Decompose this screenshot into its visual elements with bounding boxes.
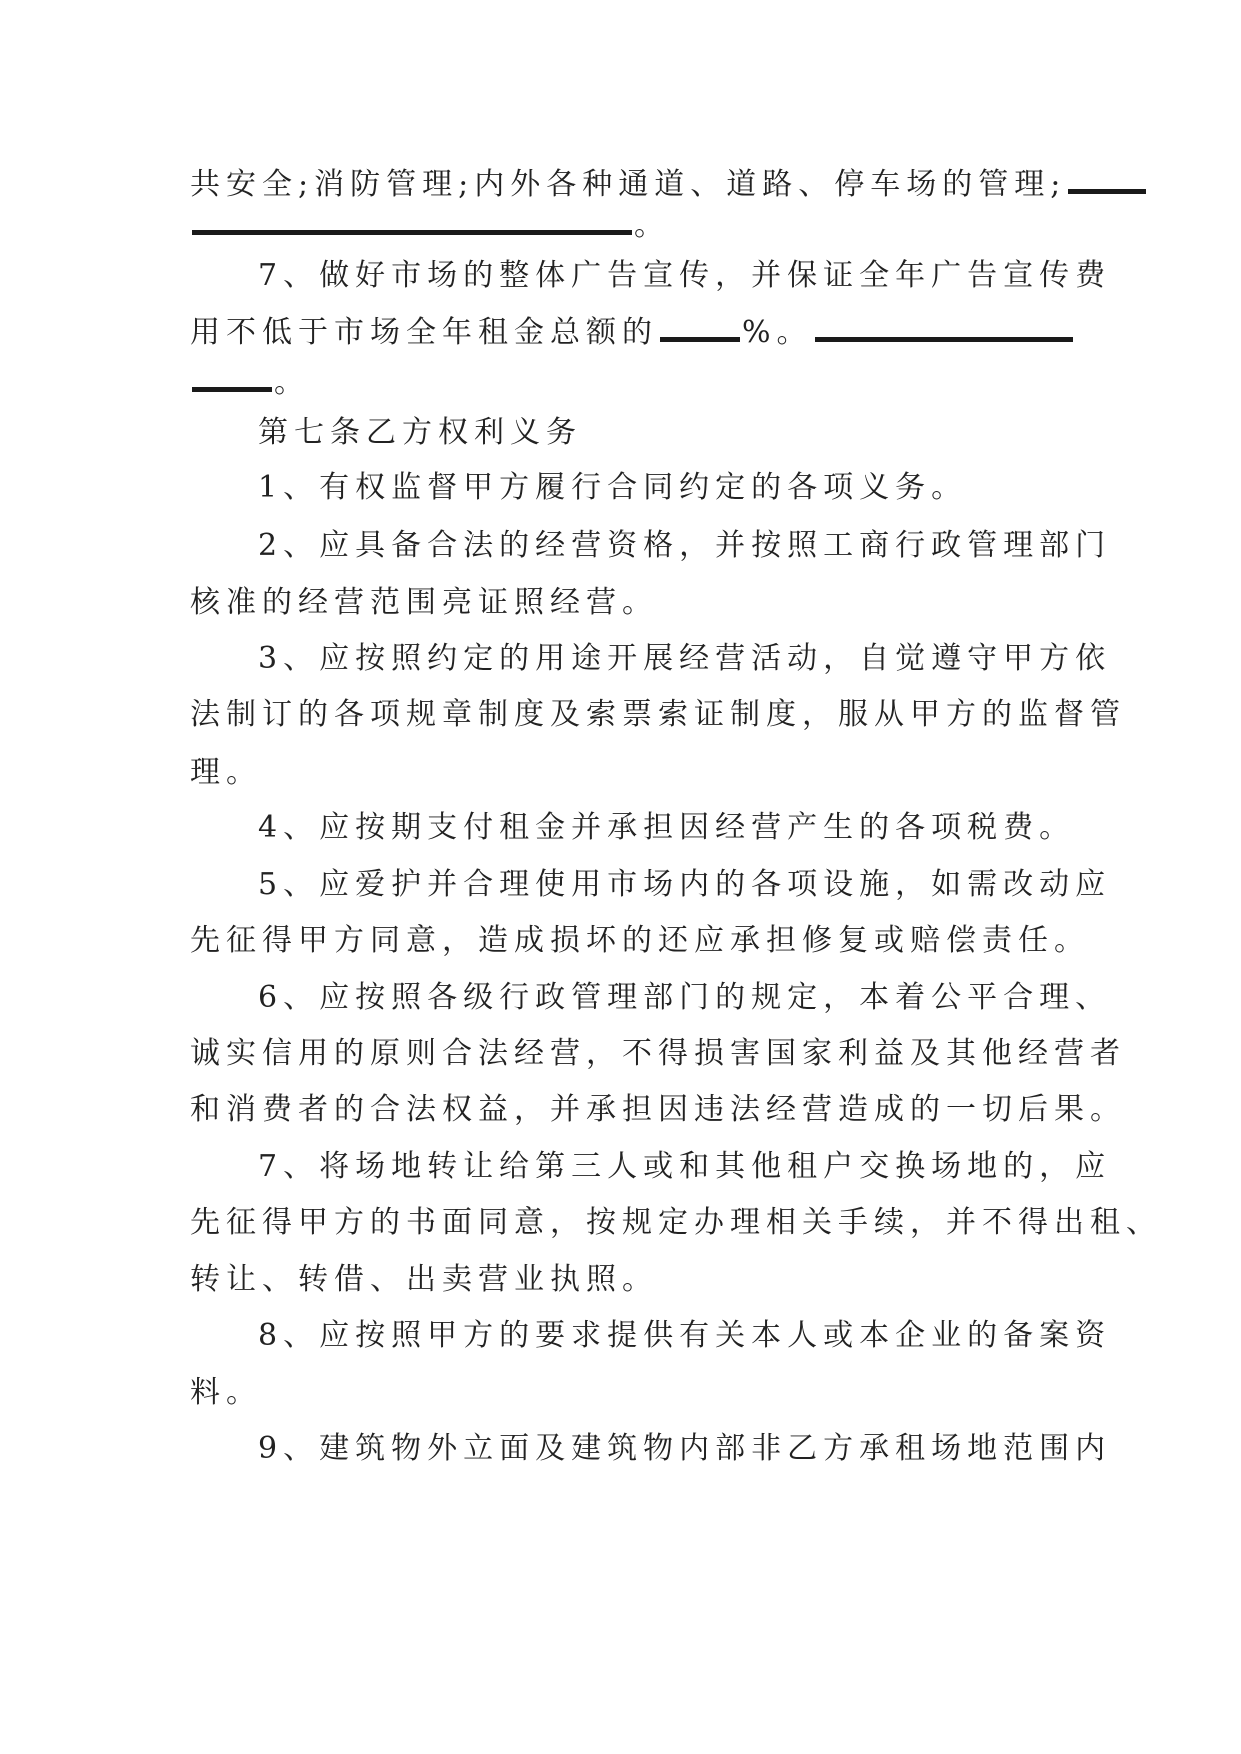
line-text: 第七条乙方权利义务 bbox=[258, 415, 582, 450]
text-line bbox=[190, 310, 1070, 356]
paragraph-line bbox=[258, 862, 1112, 908]
line-text: 5、应爱护并合理使用市场内的各项设施，如需改动应 bbox=[258, 867, 1112, 902]
paragraph-line bbox=[258, 465, 1070, 511]
text-line bbox=[190, 1087, 1126, 1133]
line-text: 理。 bbox=[190, 755, 262, 790]
line-text: 法制订的各项规章制度及索票索证制度，服从甲方的监督管 bbox=[190, 697, 1126, 732]
line-text: 4、应按期支付租金并承担因经营产生的各项税费。 bbox=[258, 810, 1076, 845]
fill-blank bbox=[1068, 163, 1146, 194]
line-text: 先征得甲方同意，造成损坏的还应承担修复或赔偿责任。 bbox=[190, 923, 1090, 958]
text-line bbox=[190, 360, 1070, 406]
line-text: 3、应按照约定的用途开展经营活动，自觉遵守甲方依 bbox=[258, 641, 1112, 676]
line-text: 用不低于市场全年租金总额的 bbox=[190, 315, 658, 350]
paragraph-line bbox=[258, 636, 1112, 682]
paragraph-line bbox=[258, 1144, 1112, 1190]
line-text: 。 bbox=[634, 208, 670, 243]
paragraph-line bbox=[258, 523, 1112, 569]
text-line bbox=[190, 1031, 1126, 1077]
text-line bbox=[190, 918, 1090, 964]
paragraph-line bbox=[258, 253, 1112, 299]
paragraph-line bbox=[258, 1313, 1112, 1359]
line-text: 9、建筑物外立面及建筑物内部非乙方承租场地范围内 bbox=[258, 1431, 1112, 1466]
section-heading bbox=[258, 410, 1070, 456]
line-text: 共安全;消防管理;内外各种通道、道路、停车场的管理; bbox=[190, 167, 1067, 202]
paragraph-line bbox=[258, 975, 1112, 1021]
text-line bbox=[190, 203, 1070, 249]
line-text: 1、有权监督甲方履行合同约定的各项义务。 bbox=[258, 470, 968, 505]
fill-blank bbox=[660, 311, 740, 342]
line-text: %。 bbox=[742, 315, 813, 350]
line-text: 。 bbox=[274, 365, 310, 400]
text-line bbox=[190, 750, 1070, 796]
line-text: 6、应按照各级行政管理部门的规定，本着公平合理、 bbox=[258, 980, 1112, 1015]
line-text: 2、应具备合法的经营资格，并按照工商行政管理部门 bbox=[258, 528, 1112, 563]
text-line bbox=[190, 1200, 1162, 1246]
text-line bbox=[190, 1370, 1070, 1416]
line-text: 诚实信用的原则合法经营，不得损害国家利益及其他经营者 bbox=[190, 1036, 1126, 1071]
text-line bbox=[190, 692, 1126, 738]
line-text: 7、将场地转让给第三人或和其他租户交换场地的，应 bbox=[258, 1149, 1112, 1184]
line-text: 核准的经营范围亮证照经营。 bbox=[190, 585, 658, 620]
line-text: 8、应按照甲方的要求提供有关本人或本企业的备案资 bbox=[258, 1318, 1112, 1353]
text-line bbox=[190, 162, 1070, 208]
line-text: 转让、转借、出卖营业执照。 bbox=[190, 1262, 658, 1297]
fill-blank bbox=[192, 204, 632, 235]
fill-blank bbox=[815, 311, 1073, 342]
line-text: 和消费者的合法权益，并承担因违法经营造成的一切后果。 bbox=[190, 1092, 1126, 1127]
line-text: 先征得甲方的书面同意，按规定办理相关手续，并不得出租、 bbox=[190, 1205, 1162, 1240]
paragraph-line bbox=[258, 1426, 1112, 1472]
paragraph-line bbox=[258, 805, 1076, 851]
line-text: 料。 bbox=[190, 1375, 262, 1410]
line-text: 7、做好市场的整体广告宣传，并保证全年广告宣传费 bbox=[258, 258, 1112, 293]
fill-blank bbox=[192, 361, 272, 392]
text-line bbox=[190, 580, 1070, 626]
text-line bbox=[190, 1257, 1070, 1303]
